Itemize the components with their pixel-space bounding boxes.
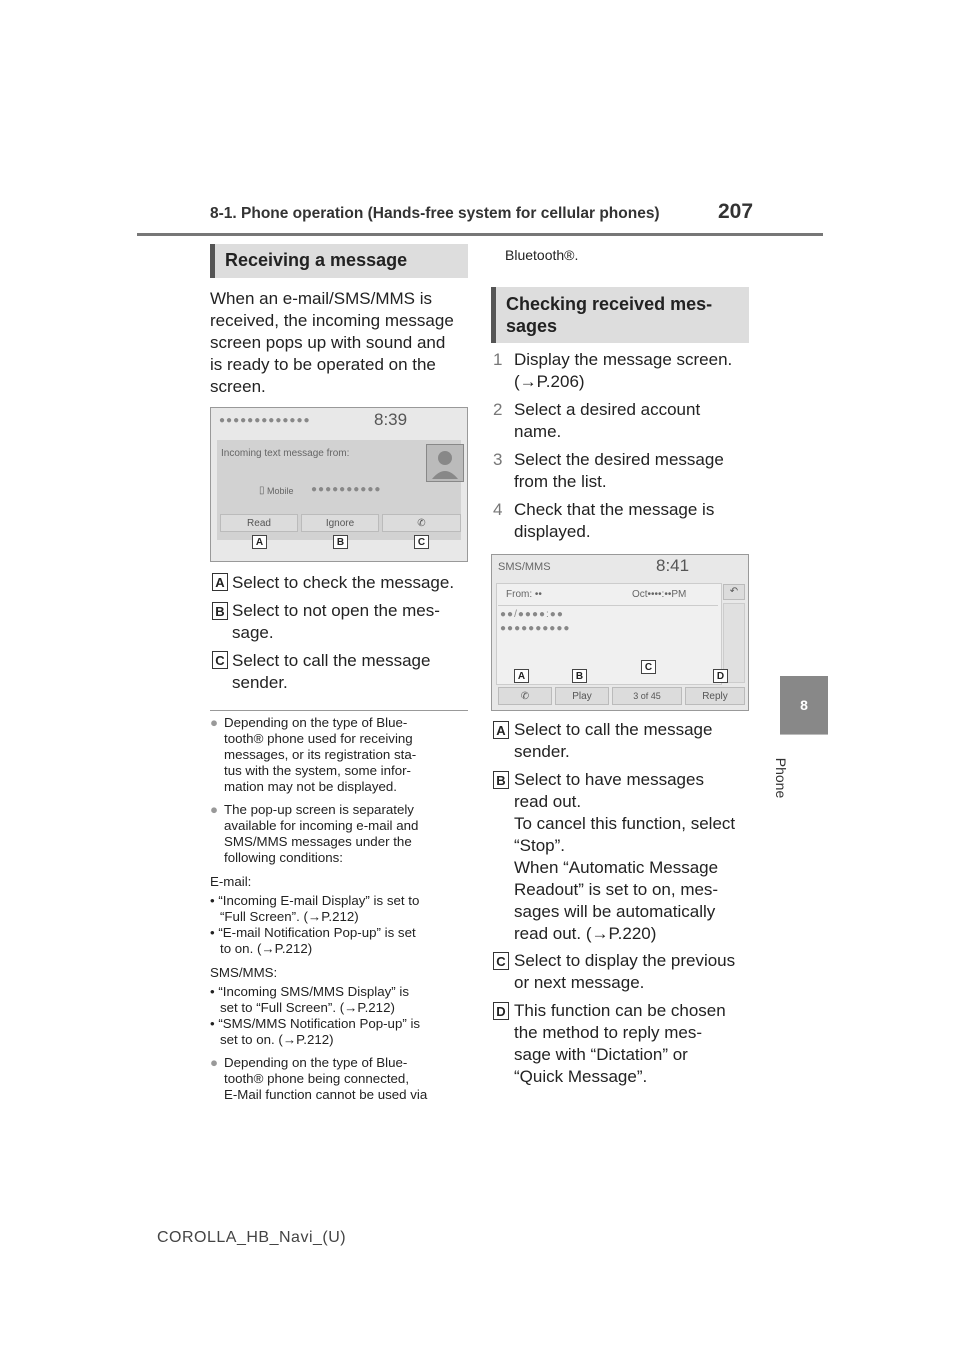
section-title-receiving: Receiving a message: [210, 244, 468, 278]
item-letter: C: [493, 952, 509, 970]
item-c-right-text: Select to display the previous or next message.: [514, 951, 736, 992]
chapter-label: Phone: [773, 757, 789, 799]
step-3: 3 Select the desired message from the list.: [493, 450, 724, 491]
page-number: 207: [718, 200, 754, 223]
step-4: 4 Check that the message is displayed.: [493, 500, 715, 541]
message-line-2: ●●●●●●●●●●: [500, 623, 571, 634]
item-d-right: [493, 1002, 509, 1021]
call-button[interactable]: ✆: [382, 514, 461, 532]
person-icon: [427, 445, 463, 481]
callout-a: A: [252, 535, 267, 549]
intro-line: screen pops up with sound and: [210, 333, 446, 352]
steps-list: [493, 349, 755, 543]
item-c-text: Select to call the message sender.: [232, 651, 431, 692]
bullet-icon: ●: [210, 802, 219, 817]
email-item-1: • “Incoming E-mail Display” is set to “Full Screen”. (→P.212): [210, 893, 420, 924]
phone-icon: ▯: [259, 485, 265, 496]
header-rule: [137, 233, 823, 236]
section-header: 8-1. Phone operation (Hands-free system for cellular phones): [210, 205, 660, 222]
item-b-right: [493, 771, 509, 790]
intro-paragraph: [210, 288, 472, 398]
play-button[interactable]: Play: [555, 687, 609, 705]
intro-line: received, the incoming message: [210, 311, 454, 330]
item-b-text: Select to not open the mes- sage.: [232, 601, 440, 642]
contact-avatar: [426, 444, 464, 482]
popup-banner: Incoming text message from:: [221, 448, 350, 459]
continuation-text: Bluetooth®.: [505, 247, 579, 263]
screen-title: SMS/MMS: [498, 561, 551, 573]
callout-b: B: [572, 669, 587, 683]
callout-a: A: [514, 669, 529, 683]
item-letter: D: [493, 1002, 509, 1020]
clock: 8:41: [656, 556, 690, 575]
callout-c: C: [641, 660, 656, 674]
item-a-left: [212, 573, 228, 592]
item-letter: C: [212, 651, 228, 669]
bullet-icon: ●: [210, 1055, 219, 1070]
item-letter: A: [212, 573, 228, 591]
chapter-tab: 8: [780, 676, 828, 734]
callout-c: C: [414, 535, 429, 549]
back-button[interactable]: ↶: [723, 584, 745, 600]
call-button[interactable]: ✆: [498, 687, 552, 705]
message-screen-screenshot: [491, 554, 749, 711]
intro-line: is ready to be operated on the: [210, 355, 436, 374]
section-title-checking: Checking received mes- sages: [491, 287, 749, 343]
step-1: 1 Display the message screen. (→P.206): [493, 350, 733, 391]
status-dots: ●●●●●●●●●●●●●: [219, 415, 311, 426]
sms-label: SMS/MMS:: [210, 965, 278, 980]
item-a-right: [493, 721, 509, 740]
sms-item-1: • “Incoming SMS/MMS Display” is set to “Full Screen”. (→P.212): [210, 984, 409, 1015]
note-bullet-1: ● Depending on the type of Blue- tooth® phone used for receiving messages, or its registration sta- tus with the system, some infor- mation may not be displayed.: [210, 715, 417, 794]
contact-number: ●●●●●●●●●●: [311, 484, 382, 495]
item-b-left: [212, 602, 228, 621]
callout-b: B: [333, 535, 348, 549]
item-d-right-text: This function can be chosen the method to reply mes- sage with “Dictation” or “Quick Message”.: [514, 1001, 726, 1086]
item-a-text: Select to check the message.: [232, 573, 455, 592]
item-a-right-text: Select to call the message sender.: [514, 720, 713, 761]
pane-divider: [498, 605, 718, 606]
incoming-message-screenshot: [210, 407, 468, 562]
note-bullet-2: ● The pop-up screen is separately available for incoming e-mail and SMS/MMS messages under the following conditions:: [210, 802, 419, 865]
from-field: From: ••: [506, 589, 542, 600]
item-c-right: [493, 952, 509, 971]
reply-button[interactable]: Reply: [685, 687, 745, 705]
tab-divider: [780, 734, 828, 735]
item-letter: B: [212, 602, 228, 620]
sms-item-2: • “SMS/MMS Notification Pop-up” is set to on. (→P.212): [210, 1016, 421, 1047]
notes-block: [210, 715, 472, 1103]
date-field: Oct••••:••PM: [632, 589, 687, 600]
clock: 8:39: [374, 410, 408, 429]
document-footer: COROLLA_HB_Navi_(U): [157, 1229, 347, 1246]
intro-line: When an e-mail/SMS/MMS is: [210, 289, 432, 308]
step-2: 2 Select a desired account name.: [493, 400, 701, 441]
item-letter: A: [493, 721, 509, 739]
bullet-icon: ●: [210, 715, 219, 730]
item-c-left: [212, 651, 228, 670]
message-pager[interactable]: 3 of 45: [612, 687, 682, 705]
message-line-1: ●●/●●●●:●●: [500, 609, 564, 620]
contact-type: Mobile: [267, 486, 294, 496]
email-item-2: • “E-mail Notification Pop-up” is set to on. (→P.212): [210, 925, 416, 956]
notes-divider: [210, 710, 468, 711]
read-button[interactable]: Read: [220, 514, 298, 532]
item-b-right-text: Select to have messages read out. To cancel this function, select “Stop”. When “Automatic Message Readout” is set to on, mes- sages will be automatically read out. (→P.220): [514, 770, 736, 943]
callout-d: D: [713, 669, 728, 683]
item-letter: B: [493, 771, 509, 789]
note-bullet-3: ● Depending on the type of Blue- tooth® phone being connected, E-Mail function cannot be used via: [210, 1055, 428, 1102]
ignore-button[interactable]: Ignore: [301, 514, 379, 532]
email-label: E-mail:: [210, 874, 252, 889]
intro-line: screen.: [210, 377, 266, 396]
